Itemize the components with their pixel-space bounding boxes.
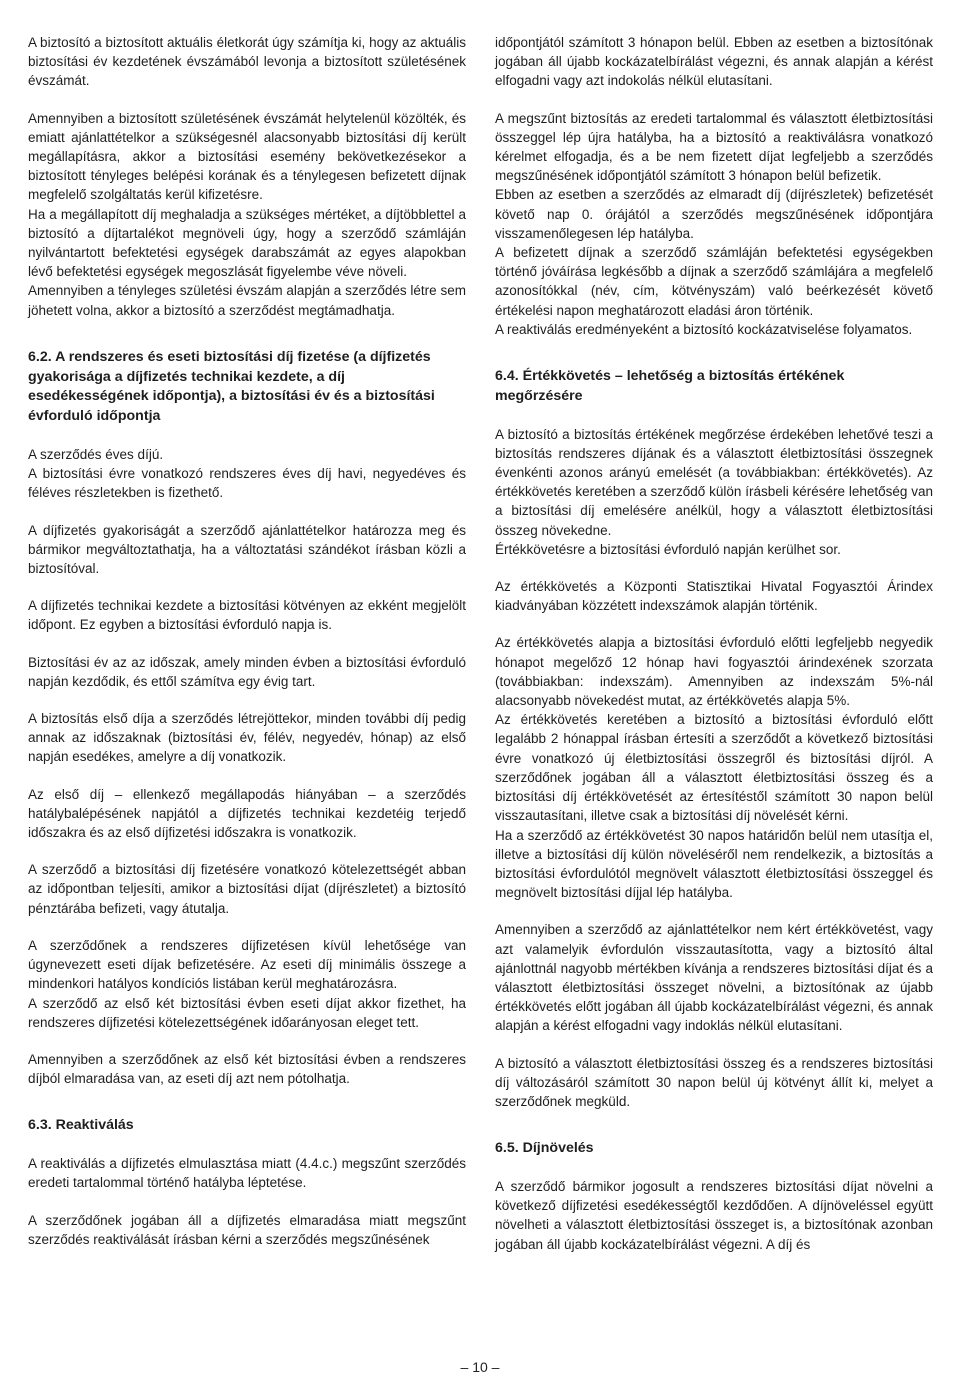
paragraph: A szerződő bármikor jogosult a rendszeres biztosítási díjat növelni a következő díjfizetési esedékességtől kezdődően. A díjnöveléssel együtt növelheti a választott életbiztosítási összeget is, a biztosítónak azonban jogában áll újabb kockázatelbírálást végezni. A díj és bbox=[495, 1178, 933, 1252]
paragraph: A díjfizetés technikai kezdete a biztosítási kötvényen az ekként megjelölt időpont. Ez egyben a biztosítási évforduló napja is. bbox=[28, 598, 466, 633]
paragraph: Az értékkövetés keretében a biztosító a biztosítási évforduló előtt legalább 2 hónappal írásban értesíti a szerződőt a következő biztosítási évre vonatkozó új életbiztosítási összegről és biztosítási díjról. A szerződőnek jogában áll a választott életbiztosítási összeg és a biztosítási díj értékkövetését az értesítéstől számított 30 napon belül visszautasítani, illetve csak a biztosítási díj növelését kérni. bbox=[495, 712, 933, 824]
paragraph: A reaktiválás eredményeként a biztosító kockázatviselése folyamatos. bbox=[495, 321, 913, 337]
paragraph: Ha a szerződő az értékkövetést 30 napos határidőn belül nem utasítja el, illetve a biztosítási díj külön növeléséről nem rendelkezik, a biztosítás a biztosítási évfordulótól megnövelt választott életbiztosítási összeggel és megnövelt biztosítási díjjal lép hatályba. bbox=[495, 827, 933, 901]
section-heading-6-5: 6.5. Díjnövelés bbox=[495, 1140, 594, 1157]
paragraph: A biztosító a biztosítás értékének megőrzése érdekében lehetővé teszi a biztosítás rendszeres díjának és a választott életbiztosítási összegnek évenkénti azonos arányú emelését (a továbbiakban: értékkövetés). Az értékkövetés keretében a szerződő külön írásbeli kérésére lehetőség van a biztosítási díj emelésére anélkül, hogy a választott életbiztosítási összeg növekedne. bbox=[495, 426, 933, 538]
paragraph: A szerződő az első két biztosítási évben eseti díjat akkor fizethet, ha rendszeres díjfizetési kötelezettségének időarányosan eleget tett. bbox=[28, 995, 466, 1030]
section-heading-6-2: 6.2. A rendszeres és eseti biztosítási díj fizetése (a díjfizetés gyakorisága a díjfizetés technikai kezdete, a díj esedékességének időpontja), a biztosítási év és a biztosítási évforduló időpontja bbox=[28, 348, 435, 425]
paragraph: A biztosító a választott életbiztosítási összeg és a rendszeres biztosítási díj változásáról számított 30 napon belül új kötvényt állít ki, melyet a szerződőnek megküld. bbox=[495, 1055, 933, 1109]
paragraph: Ha a megállapított díj meghaladja a szükséges mértéket, a díjtöbblettel a biztosító a díjtartalékot megnöveli úgy, hogy a szerződő számláján nyilvántartott befektetési egységek darabszámát az egyes alapokban lévő befektetési egységek megoszlását figyelembe véve növeli. bbox=[28, 206, 466, 280]
paragraph: Amennyiben a szerződő az ajánlattételkor nem kért értékkövetést, vagy azt valamelyik évfordulón visszautasította, vagy a biztosító által ajánlottnál nagyobb mértékben kívánja a rendszeres biztosítási díjat és a választott életbiztosítási összeget növelni, a biztosítónak az újabb értékkövetés előtt jogában áll újabb kockázatelbírálást végezni, és annak alapján a kérést elfogadni vagy indoklás nélkül elutasítani. bbox=[495, 922, 933, 1034]
paragraph: időpontjától számított 3 hónapon belül. Ebben az esetben a biztosítónak jogában áll újabb kockázatelbírálást végezni, és annak alapján a kérést elfogadni vagy azt indokolás nélkül elutasítani. bbox=[495, 35, 933, 89]
left-column bbox=[28, 33, 466, 1249]
page-number: – 10 – bbox=[460, 1359, 500, 1375]
paragraph: Az értékkövetés a Központi Statisztikai Hivatal Fogyasztói Árindex kiadványában közzétett indexszámok alapján történik. bbox=[495, 579, 933, 614]
paragraph: Az értékkövetés alapja a biztosítási évforduló előtti legfeljebb negyedik hónapot megelőző 12 hónap havi fogyasztói árindexének szorzata (továbbiakban: indexszám). Amennyiben az indexszám 5%-nál alacsonyabb növekedést mutat, az értékkövetés alapja 5%. bbox=[495, 635, 933, 709]
section-heading-6-3: 6.3. Reaktiválás bbox=[28, 1117, 134, 1134]
paragraph: A díjfizetés gyakoriságát a szerződő ajánlattételkor határozza meg és bármikor megváltoztathatja, ha a változtatási szándékot írásban közli a biztosítóval. bbox=[28, 522, 466, 577]
paragraph: A szerződőnek jogában áll a díjfizetés elmaradása miatt megszűnt szerződés reaktiválását írásban kérni a szerződés megszűnésének bbox=[28, 1212, 466, 1247]
paragraph: A szerződő a biztosítási díj fizetésére vonatkozó kötelezettségét abban az időpontban teljesíti, amikor a biztosítási díjat (díjrészletet) a biztosító pénztárába befizeti, vagy átutalja. bbox=[28, 862, 466, 916]
paragraph: Amennyiben a biztosított születésének évszámát helytelenül közölték, és emiatt ajánlattételkor a szükségesnél alacsonyabb biztosítási díj került megállapításra, akkor a biztosítási esemény bekövetkezésekor a biztosított tényleges belépési korának és a ténylegesen befizetett díjnak megfelelő szolgáltatás kerül kifizetésre. bbox=[28, 110, 466, 203]
paragraph: A szerződés éves díjú. bbox=[28, 447, 164, 463]
paragraph: Az első díj – ellenkező megállapodás hiányában – a szerződés hatálybalépésének napjától a díjfizetés technikai kezdetéig terjedő időszakra és az első díjfizetési időszakra is vonatkozik. bbox=[28, 786, 466, 841]
paragraph: A biztosítási évre vonatkozó rendszeres éves díj havi, negyedéves és féléves részletekben is fizethető. bbox=[28, 466, 466, 501]
right-column bbox=[495, 33, 933, 1254]
section-heading-6-4: 6.4. Értékkövetés – lehetőség a biztosítás értékének megőrzésére bbox=[495, 368, 845, 404]
paragraph: A reaktiválás a díjfizetés elmulasztása miatt (4.4.c.) megszűnt szerződés eredeti tartalommal történő hatályba léptetése. bbox=[28, 1156, 466, 1191]
paragraph: Értékkövetésre a biztosítási évforduló napján kerülhet sor. bbox=[495, 541, 841, 557]
paragraph: Ebben az esetben a szerződés az elmaradt díj (díjrészletek) befizetését követő nap 0. órájától a szerződés megszűnésének időpontjára visszamenőlegesen lép hatályba. bbox=[495, 187, 933, 241]
paragraph: A szerződőnek a rendszeres díjfizetésen kívül lehetősége van úgynevezett eseti díjak befizetésére. Az eseti díj minimális összege a mindenkori hatályos kondíciós listában kerül meghatározásra. bbox=[28, 937, 466, 992]
paragraph: Amennyiben a szerződőnek az első két biztosítási évben a rendszeres díjból elmaradása van, az eseti díj azt nem pótolhatja. bbox=[28, 1051, 466, 1087]
paragraph: A befizetett díjnak a szerződő számláján befektetési egységekben történő jóváírása legkésőbb a díjnak a szerződő számlájára a megfelelő azonosítókkal (név, cím, kötvényszám) való beérkezését követő értékelési napon meghatározott eladási áron történik. bbox=[495, 245, 933, 318]
paragraph: A biztosító a biztosított aktuális életkorát úgy számítja ki, hogy az aktuális biztosítási év kezdetének évszámából levonja a biztosított születésének évszámát. bbox=[28, 35, 466, 89]
paragraph: A biztosítás első díja a szerződés létrejöttekor, minden további díj pedig annak az időszaknak (biztosítási év, félév, negyedév, hónap) az első napján esedékes, amelyre a díj vonatkozik. bbox=[28, 711, 466, 765]
paragraph: Biztosítási év az az időszak, amely minden évben a biztosítási évforduló napján kezdődik, és ettől számítva egy évig tart. bbox=[28, 654, 466, 689]
paragraph: A megszűnt biztosítás az eredeti tartalommal és választott életbiztosítási összeggel lép újra hatályba, ha a biztosító a reaktiválásra vonatkozó kérelmet elfogadja, és a be nem fizetett díjat legfeljebb a szerződés megszűnésének időpontjától számított 3 hónapon belül befizetik. bbox=[495, 110, 933, 184]
paragraph: Amennyiben a tényleges születési évszám alapján a szerződés létre sem jöhetett volna, akkor a biztosító a szerződést megtámadhatja. bbox=[28, 283, 466, 318]
